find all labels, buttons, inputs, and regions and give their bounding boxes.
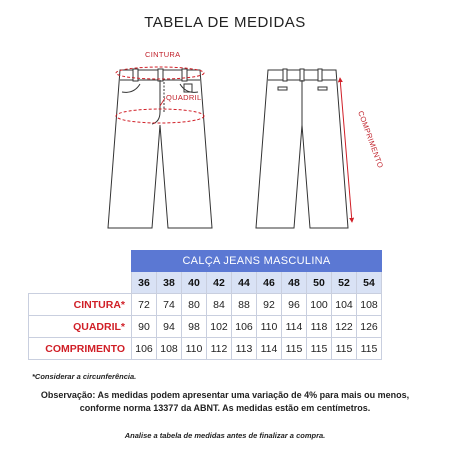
table-cell: 108 xyxy=(357,294,382,316)
pants-back-drawing xyxy=(256,69,348,228)
table-cell: 92 xyxy=(257,294,282,316)
size-cell: 52 xyxy=(332,272,357,294)
table-cell: 106 xyxy=(232,316,257,338)
table-row-cintura xyxy=(29,294,382,316)
table-header: CALÇA JEANS MASCULINA xyxy=(132,251,382,272)
size-cell: 50 xyxy=(307,272,332,294)
analise-note: Analise a tabela de medidas antes de finalizar a compra. xyxy=(124,431,326,440)
table-cell: 115 xyxy=(332,338,357,360)
row-label-quadril: QUADRIL* xyxy=(29,316,132,338)
table-row-quadril xyxy=(29,316,382,338)
table-cell: 106 xyxy=(132,338,157,360)
table-cell: 104 xyxy=(332,294,357,316)
table-cell: 118 xyxy=(307,316,332,338)
page-title: TABELA DE MEDIDAS xyxy=(144,14,306,31)
table-cell: 84 xyxy=(207,294,232,316)
row-label-cintura: CINTURA* xyxy=(29,294,132,316)
size-cell: 38 xyxy=(157,272,182,294)
table-cell: 88 xyxy=(232,294,257,316)
size-row xyxy=(29,272,382,294)
cintura-label: CINTURA xyxy=(145,50,181,59)
table-cell: 113 xyxy=(232,338,257,360)
table-cell: 72 xyxy=(132,294,157,316)
table-cell: 110 xyxy=(182,338,207,360)
table-cell: 115 xyxy=(307,338,332,360)
quadril-label: QUADRIL xyxy=(166,93,202,102)
table-cell: 110 xyxy=(257,316,282,338)
size-cell: 48 xyxy=(282,272,307,294)
table-cell: 94 xyxy=(157,316,182,338)
size-cell: 44 xyxy=(232,272,257,294)
table-cell: 98 xyxy=(182,316,207,338)
size-cell: 54 xyxy=(357,272,382,294)
table-cell: 90 xyxy=(132,316,157,338)
table-cell: 108 xyxy=(157,338,182,360)
comprimento-label: COMPRIMENTO xyxy=(356,109,386,170)
table-cell: 112 xyxy=(207,338,232,360)
table-cell: 122 xyxy=(332,316,357,338)
size-cell: 46 xyxy=(257,272,282,294)
table-cell: 100 xyxy=(307,294,332,316)
table-cell: 102 xyxy=(207,316,232,338)
table-cell: 126 xyxy=(357,316,382,338)
table-cell: 115 xyxy=(357,338,382,360)
observation-text xyxy=(0,389,450,415)
size-table xyxy=(28,250,382,360)
row-label-comprimento: COMPRIMENTO xyxy=(29,338,132,360)
observation-line-2: conforme norma 13377 da ABNT. As medidas estão em centímetros. xyxy=(79,403,371,413)
size-cell: 42 xyxy=(207,272,232,294)
size-cell: 36 xyxy=(132,272,157,294)
table-cell: 115 xyxy=(282,338,307,360)
comprimento-measure xyxy=(340,78,385,222)
table-cell: 96 xyxy=(282,294,307,316)
observation-line-1: Observação: As medidas podem apresentar uma variação de 4% para mais ou menos, xyxy=(40,390,410,400)
circumference-note: *Considerar a circunferência. xyxy=(32,372,137,381)
table-cell: 80 xyxy=(182,294,207,316)
table-cell: 114 xyxy=(257,338,282,360)
table-row-comprimento xyxy=(29,338,382,360)
table-cell: 114 xyxy=(282,316,307,338)
table-cell: 74 xyxy=(157,294,182,316)
size-cell: 40 xyxy=(182,272,207,294)
